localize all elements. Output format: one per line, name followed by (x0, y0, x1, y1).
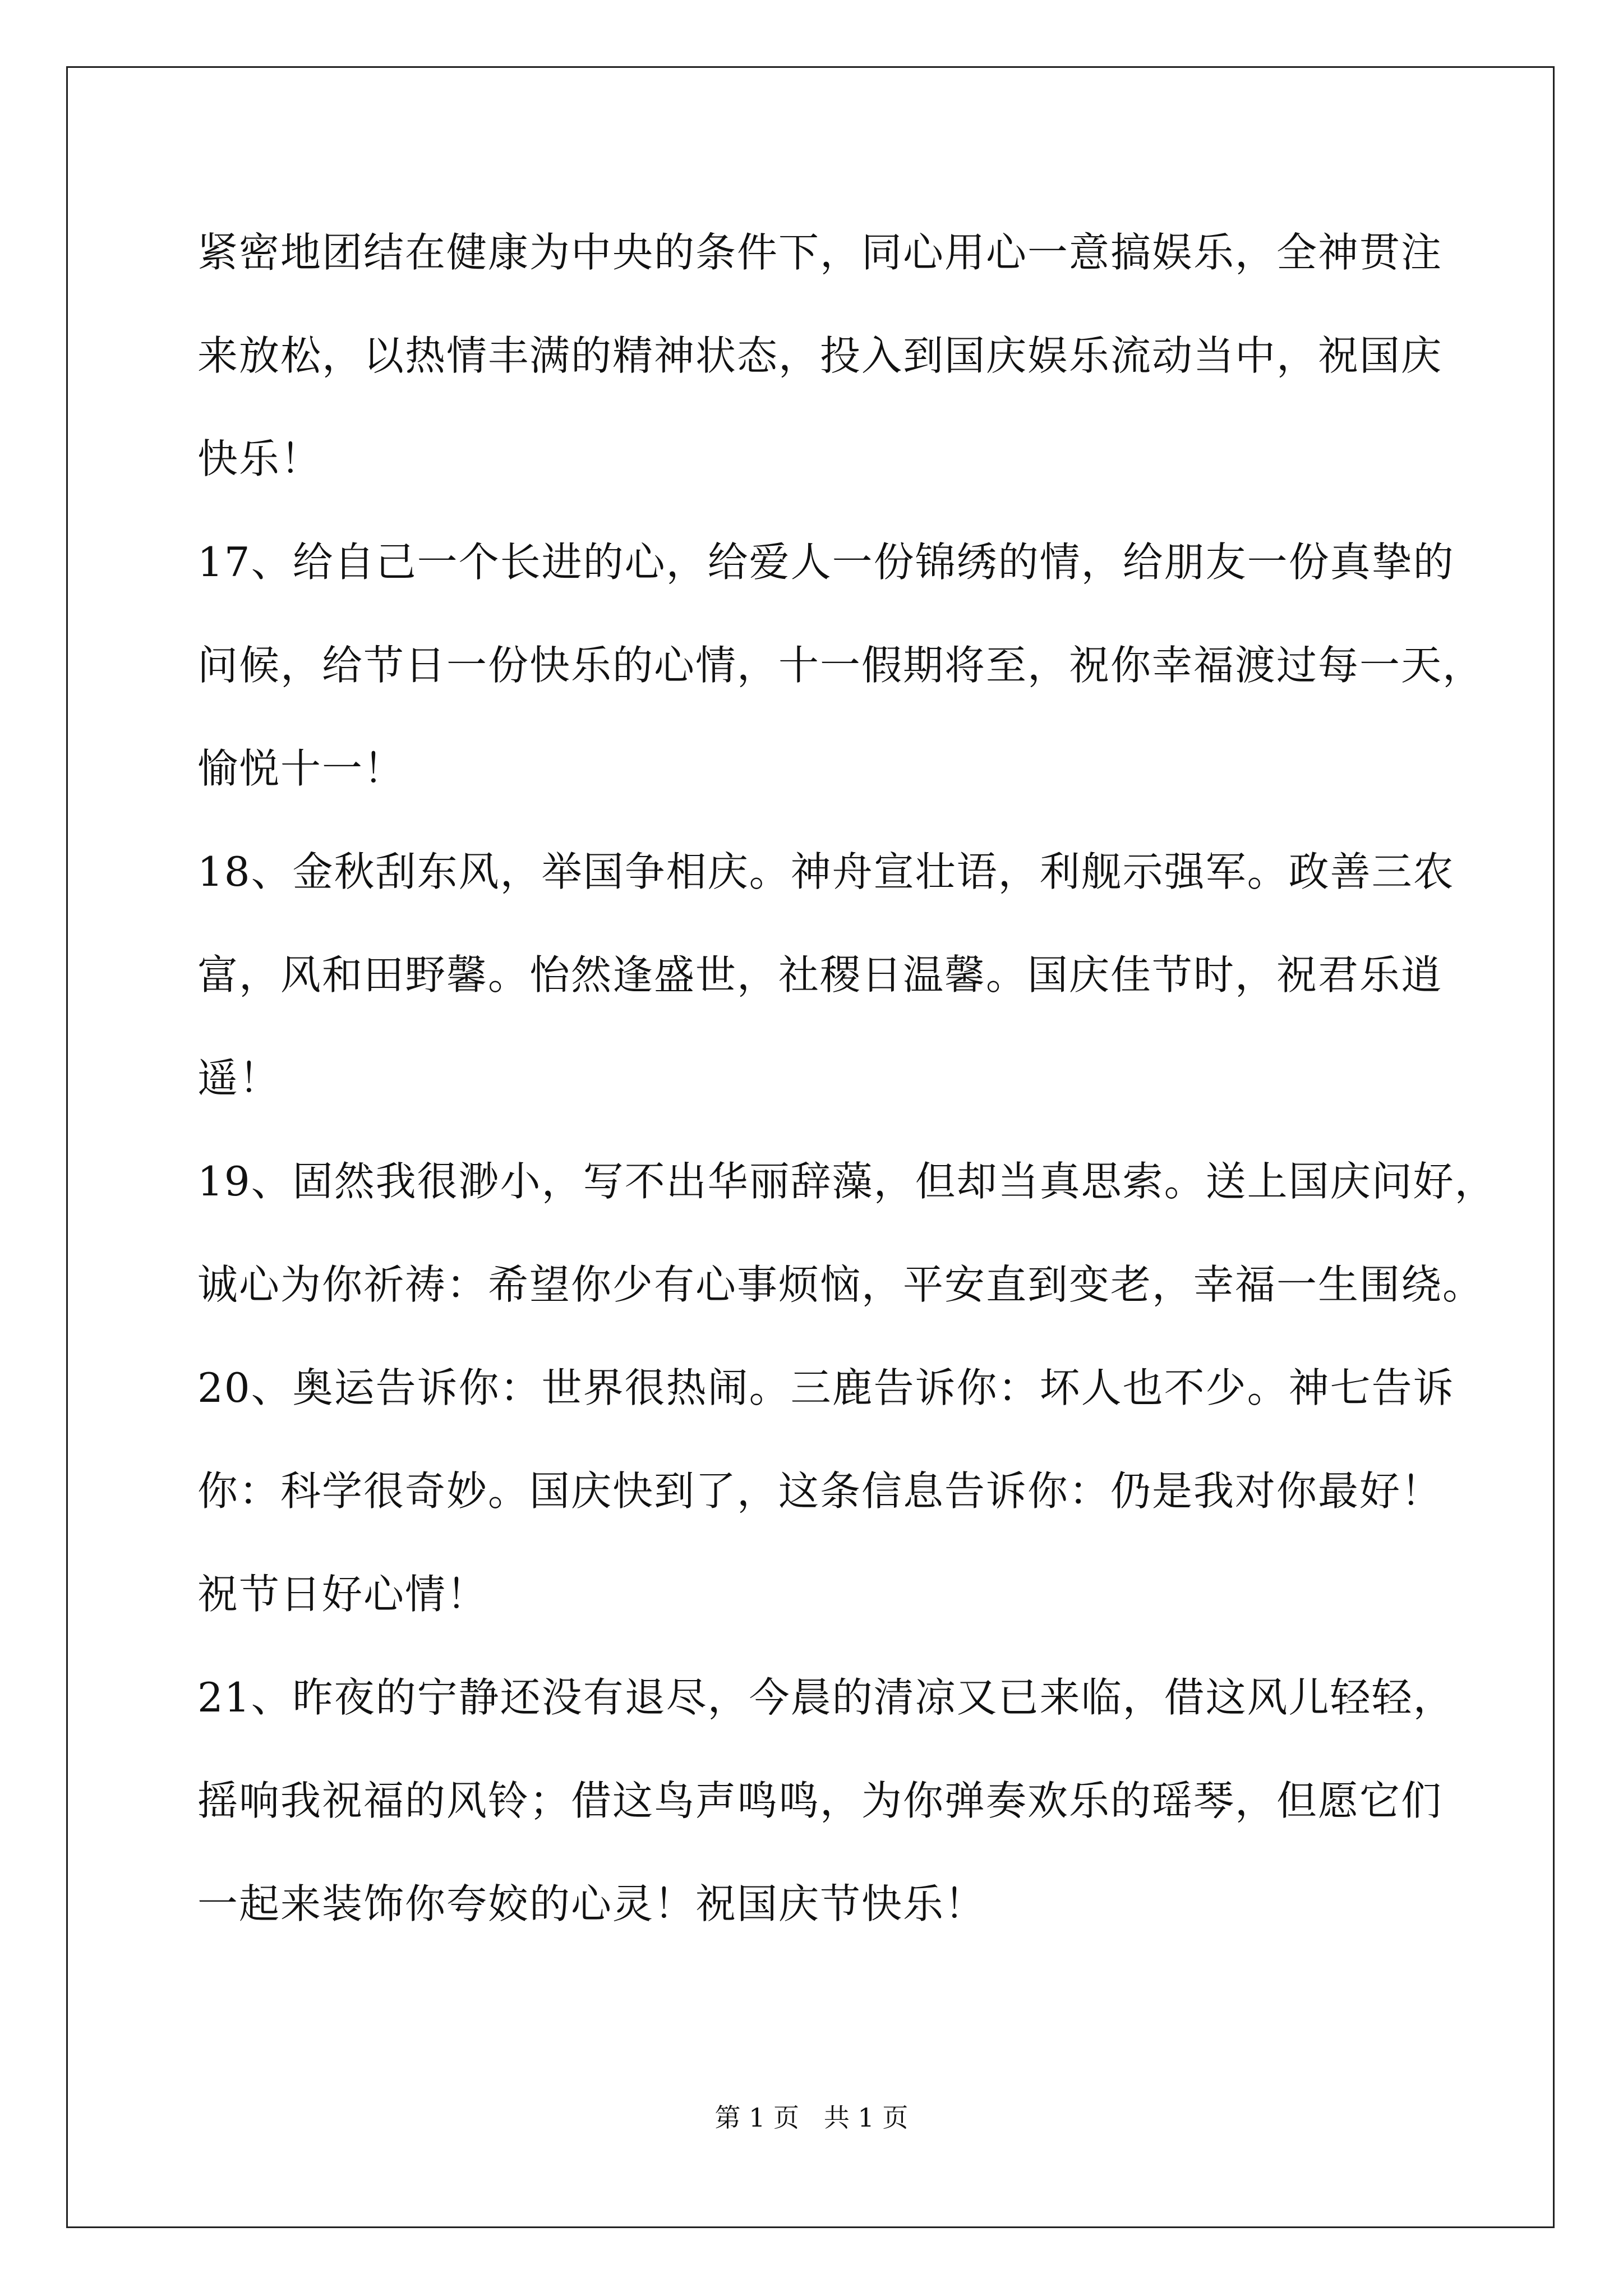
text-line: 摇响我祝福的风铃；借这鸟声鸣鸣，为你弹奏欢乐的瑶琴，但愿它们 (197, 1777, 1443, 1824)
text-line: 20、奥运告诉你：世界很热闹。三鹿告诉你：坏人也不少。神七告诉 (197, 1364, 1455, 1411)
document-body (197, 201, 1496, 1955)
text-line: 19、固然我很渺小，写不出华丽辞藻，但却当真思索。送上国庆问好， (197, 1158, 1496, 1205)
text-line: 你：科学很奇妙。国庆快到了，这条信息告诉你：仍是我对你最好！ (197, 1467, 1443, 1515)
text-line: 21、昨夜的宁静还没有退尽，今晨的清凉又已来临，借这风儿轻轻， (197, 1674, 1455, 1721)
text-line: 遥！ (197, 1055, 281, 1102)
text-line: 诚心为你祈祷：希望你少有心事烦恼，平安直到变老，幸福一生围绕。 (197, 1261, 1484, 1308)
text-line: 富，风和田野馨。怡然逢盛世，社稷日温馨。国庆佳节时，祝君乐逍 (197, 951, 1443, 999)
text-line: 18、金秋刮东风，举国争相庆。神舟宣壮语，利舰示强军。政善三农 (197, 848, 1455, 895)
text-line: 紧密地团结在健康为中央的条件下，同心用心一意搞娱乐，全神贯注 (197, 229, 1443, 276)
page-number-footer: 第 1 页 共 1 页 (714, 2102, 909, 2133)
text-line: 17、给自己一个长进的心，给爱人一份锦绣的情，给朋友一份真挚的 (197, 539, 1455, 586)
text-line: 问候，给节日一份快乐的心情，十一假期将至，祝你幸福渡过每一天， (197, 642, 1484, 689)
text-line: 愉悦十一！ (197, 745, 405, 792)
text-line: 一起来装饰你夸姣的心灵！祝国庆节快乐！ (197, 1880, 986, 1927)
text-line: 来放松，以热情丰满的精神状态，投入到国庆娱乐流动当中，祝国庆 (197, 332, 1443, 379)
text-line: 快乐！ (197, 435, 322, 482)
text-line: 祝节日好心情！ (197, 1571, 488, 1618)
